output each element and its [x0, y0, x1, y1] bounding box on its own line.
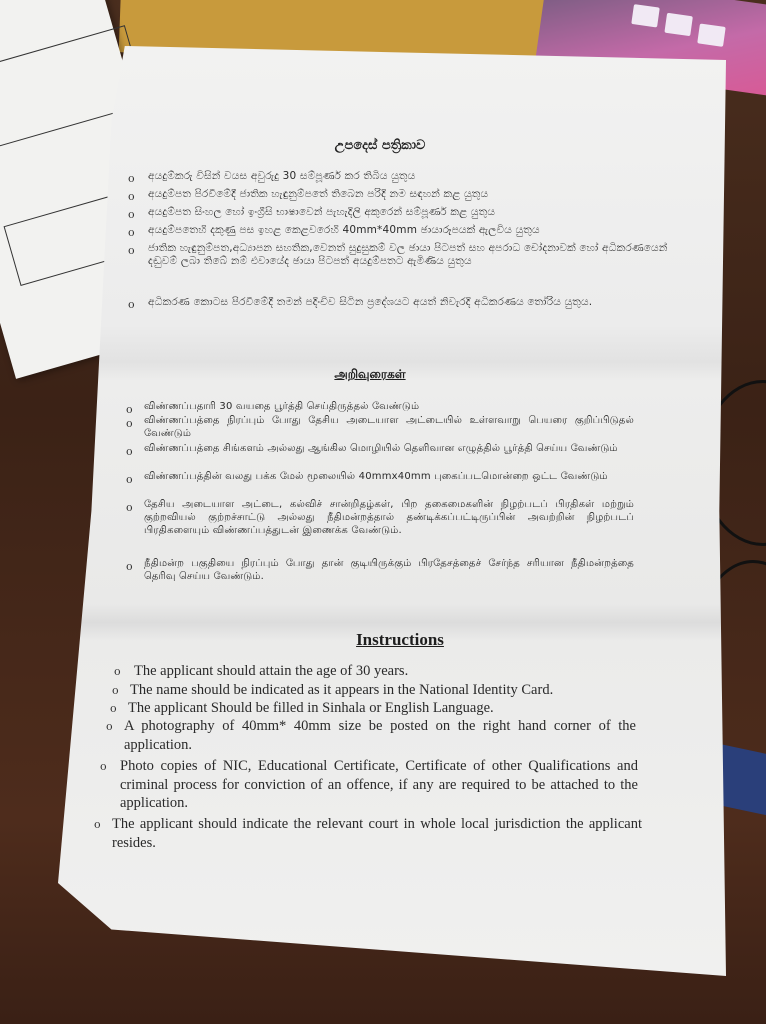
- sinhala-item: අයදුම්පත පිරවීමේදී ජාතික හැඳුනුම්පතේ තිබෙන පරිදි නම සඳහන් කළ යුතුය: [148, 188, 489, 200]
- english-item: A photography of 40mm* 40mm size be posted on the right hand corner of the application.: [124, 718, 636, 753]
- english-item: The applicant should indicate the relevant court in whole local jurisdiction the applicant resides.: [112, 816, 642, 851]
- tamil-item: விண்ணப்பதாரி 30 வயதை பூர்த்தி செய்திருத்தல் வேண்டும்: [144, 401, 420, 412]
- english-item: The applicant should attain the age of 30 years.: [134, 663, 409, 679]
- tamil-item: விண்ணப்பத்தின் வலது பக்க மேல் மூலையில் 40mmx40mm புகைப்படமொன்றை ஒட்ட வேண்டும்: [144, 471, 608, 482]
- sinhala-item: අයදුම්පත සිංහල හෝ ඉංග්‍රීසි භාෂාවෙන් පැහැදිලි අකුරෙන් සම්පූර්ණ කළ යුතුය: [148, 206, 496, 218]
- english-item: Photo copies of NIC, Educational Certificate, Certificate of other Qualifications and criminal process for conviction of an offence, if any are required to be attached to the application.: [120, 758, 638, 812]
- bullet: o: [128, 298, 135, 311]
- bullet: o: [106, 720, 113, 733]
- tamil-item: நீதிமன்ற பகுதியை நிரப்பும் போது தான் குடியிருக்கும் பிரதேசத்தைச் சேர்ந்த சரியான நீதிமன்றத்தை தெரிவு செய்ய வேண்டும்.: [144, 558, 634, 582]
- tamil-item: விண்ணப்பத்தை நிரப்பும் போது தேசிய அடையாள அட்டையில் உள்ளவாறு பெயரை குறிப்பிடுதல் வேண்டும்: [144, 415, 634, 439]
- sinhala-item: අයදුම්පතෙහි දකුණු පස ඉහළ කෙළවරෙහි 40mm*40mm ඡායාරූපයක් ඇලවිය යුතුය: [148, 224, 540, 236]
- bullet: o: [112, 684, 119, 697]
- sinhala-item: අධිකරණ කොටස පිරවීමේදී තමන් පදිංචිව සිටින ප්‍රදේශයට අයත් නිවැරදි අධිකරණය තෝරිය යුතුය.: [148, 296, 593, 308]
- english-heading: Instructions: [356, 630, 444, 649]
- bullet: o: [128, 208, 135, 221]
- tamil-heading: அறிவுரைகள்: [334, 367, 406, 381]
- bullet: o: [128, 190, 135, 203]
- bullet: o: [128, 226, 135, 239]
- english-item: The name should be indicated as it appears in the National Identity Card.: [130, 682, 554, 698]
- bullet: o: [128, 172, 135, 185]
- sinhala-heading: උපදෙස් පත්‍රිකාව: [334, 138, 426, 153]
- bullet: o: [128, 244, 135, 257]
- bullet: o: [126, 403, 133, 416]
- bullet: o: [110, 702, 117, 715]
- bullet: o: [126, 417, 133, 430]
- english-item: The applicant Should be filled in Sinhala or English Language.: [128, 700, 494, 716]
- sinhala-item: ජාතික හැඳුනුම්පත,අධ්‍යාපන සහතික,වෙනත් සුදුසුකම් වල ඡායා පිටපත් සහ අපරාධ චෝදනාවක් හෝ අධිකරණයෙන් දඬුවම් ලබා තිබේ නම් එවායේද ඡායා පිටපත් අයදුම්පතට ඇමිණිය යුතුය: [148, 242, 668, 268]
- bullet: o: [114, 665, 121, 678]
- bullet: o: [126, 473, 133, 486]
- tamil-item: விண்ணப்பத்தை சிங்களம் அல்லது ஆங்கில மொழியில் தெளிவான எழுத்தில் பூர்த்தி செய்ய வேண்டும்: [144, 443, 618, 454]
- bullet: o: [126, 501, 133, 514]
- bullet: o: [126, 560, 133, 573]
- bullet: o: [94, 818, 101, 831]
- bullet: o: [100, 760, 107, 773]
- tamil-item: தேசிய அடையாள அட்டை, கல்விச் சான்றிதழ்கள், பிற தகைமைகளின் நிழற்படப் பிரதிகள் மற்றும் குற்றவியல் குற்றச்சாட்டு அல்லது நீதிமன்றத்தால் தண்டிக்கப்பட்டிருப்பின் அவற்றின் நிழற்படப் பிரதிகளையும் விண்ணப்பத்துடன் இணைக்க வேண்டும்.: [144, 499, 634, 536]
- sinhala-item: අයදුම්කරු විසින් වයස අවුරුදු 30 සම්පූර්ණ කර තිබිය යුතුය: [148, 170, 416, 182]
- bullet: o: [126, 445, 133, 458]
